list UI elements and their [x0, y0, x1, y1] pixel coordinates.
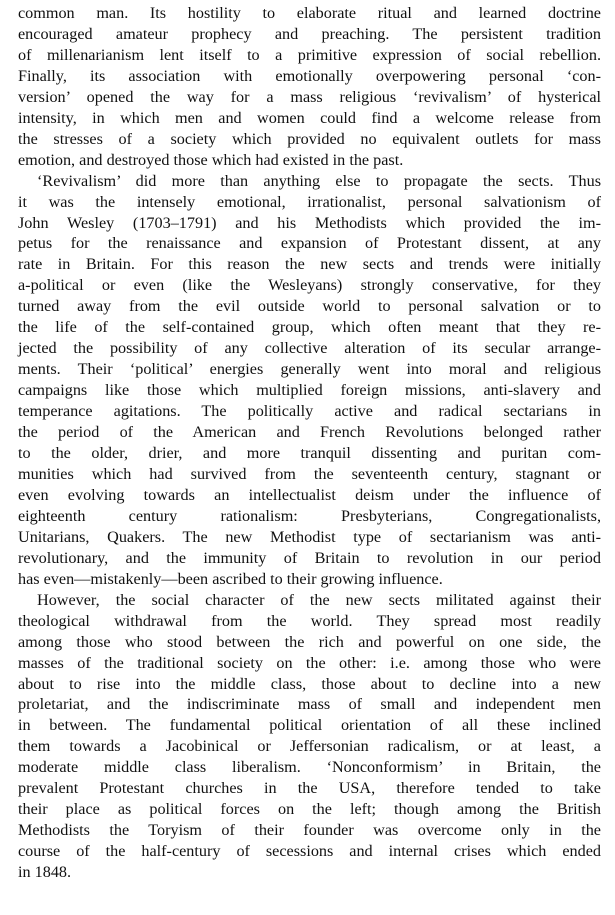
text-line: Unitarians, Quakers. The new Methodist type of sectarianism was anti- — [18, 527, 601, 546]
text-line: has even—mistakenly—been ascribed to their growing influence. — [18, 569, 443, 588]
text-line: version’ opened the way for a mass religious ‘revivalism’ of hysterical — [18, 87, 601, 106]
text-line: it was the intensely emotional, irrationalist, personal salvationism of — [18, 192, 601, 211]
text-line: encouraged amateur prophecy and preaching. The persistent tradition — [18, 24, 601, 43]
text-line: their place as political forces on the left; though among the British — [18, 800, 601, 819]
text-line: turned away from the evil outside world to personal salvation or to — [18, 297, 601, 316]
text-line: Methodists the Toryism of their founder was overcome only in the — [18, 821, 601, 840]
paragraph — [18, 171, 601, 590]
text-line: them towards a Jacobinical or Jeffersonian radicalism, or at least, a — [18, 737, 601, 756]
text-line: ‘Revivalism’ did more than anything else to propagate the sects. Thus — [37, 171, 601, 190]
text-line: common man. Its hostility to elaborate ritual and learned doctrine — [18, 4, 601, 22]
text-line: rate in Britain. For this reason the new sects and trends were initially — [18, 255, 601, 274]
text-line: the period of the American and French Revolutions belonged rather — [18, 423, 601, 442]
text-line: masses of the traditional society on the other: i.e. among those who were — [18, 653, 601, 672]
text-line: to the older, drier, and more tranquil dissenting and puritan com- — [18, 444, 601, 463]
text-line: theological withdrawal from the world. They spread most readily — [18, 611, 601, 630]
text-line: campaigns like those which multiplied foreign missions, anti-slavery and — [18, 381, 601, 400]
paragraph — [18, 590, 601, 883]
text-line: intensity, in which men and women could find a welcome release from — [18, 108, 601, 127]
text-line: John Wesley (1703–1791) and his Methodists which provided the im- — [18, 213, 601, 232]
text-line: of millenarianism lent itself to a primitive expression of social rebellion. — [18, 45, 601, 64]
text-line: temperance agitations. The politically active and radical sectarians in — [18, 402, 601, 421]
text-line: eighteenth century rationalism: Presbyterians, Congregationalists, — [18, 506, 601, 525]
paragraph — [18, 3, 601, 171]
text-line: course of the half-century of secessions and internal crises which ended — [18, 842, 601, 861]
text-line: petus for the renaissance and expansion of Protestant dissent, at any — [18, 234, 601, 253]
text-line: proletariat, and the indiscriminate mass of small and independent men — [18, 695, 601, 714]
text-line: in between. The fundamental political orientation of all these inclined — [18, 716, 601, 735]
text-line: jected the possibility of any collective alteration of its secular arrange- — [18, 339, 601, 358]
text-line: a-political or even (like the Wesleyans) strongly conservative, for they — [18, 276, 601, 295]
text-line: munities which had survived from the seventeenth century, stagnant or — [18, 464, 601, 483]
text-line: moderate middle class liberalism. ‘Nonconformism’ in Britain, the — [18, 758, 601, 777]
text-line: the stresses of a society which provided no equivalent outlets for mass — [18, 129, 601, 148]
text-line: prevalent Protestant churches in the USA, therefore tended to take — [18, 779, 601, 798]
text-line: ments. Their ‘political’ energies generally went into moral and religious — [18, 360, 601, 379]
text-line: emotion, and destroyed those which had existed in the past. — [18, 150, 404, 169]
text-line: Finally, its association with emotionally overpowering personal ‘con- — [18, 66, 601, 85]
text-line: the life of the self-contained group, which often meant that they re- — [18, 318, 601, 337]
text-line: However, the social character of the new sects militated against their — [37, 590, 601, 609]
text-line: among those who stood between the rich and powerful on one side, the — [18, 632, 601, 651]
text-line: revolutionary, and the immunity of Britain to revolution in our period — [18, 548, 601, 567]
text-line: even evolving towards an intellectualist deism under the influence of — [18, 485, 601, 504]
text-line: about to rise into the middle class, those about to decline into a new — [18, 674, 601, 693]
text-line: in 1848. — [18, 863, 72, 882]
